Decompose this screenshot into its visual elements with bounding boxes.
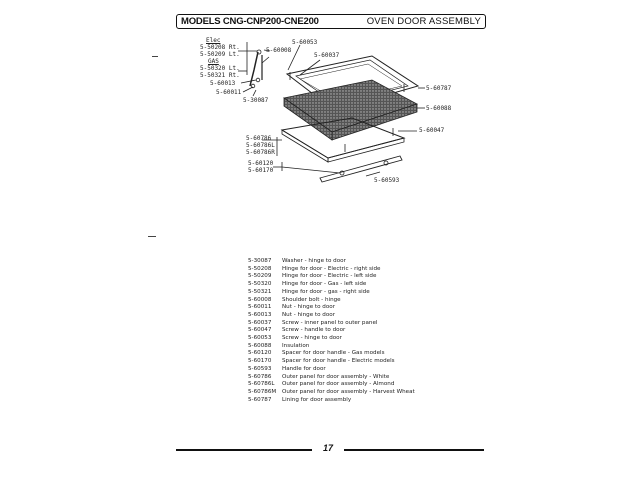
part-number: 5-60047 bbox=[248, 327, 272, 334]
part-description: Nut - hinge to door bbox=[282, 304, 336, 311]
part-description: Screw - inner panel to outer panel bbox=[282, 319, 378, 326]
part-description: Screw - hinge to door bbox=[282, 335, 342, 342]
part-description: Hinge for door - Electric - right side bbox=[282, 265, 381, 272]
part-row bbox=[248, 381, 415, 389]
part-row bbox=[248, 304, 415, 312]
label-5-60120: 5-60120 bbox=[248, 160, 274, 167]
part-number: 5-50321 bbox=[248, 288, 272, 295]
label-5-60037: 5-60037 bbox=[314, 52, 340, 59]
part-row bbox=[248, 358, 415, 366]
part-number: 5-60008 bbox=[248, 296, 272, 303]
part-description: Outer panel for door assembly - White bbox=[282, 373, 390, 380]
part-description: Insulation bbox=[282, 342, 310, 349]
part-row bbox=[248, 281, 415, 289]
part-number: 5-30087 bbox=[248, 258, 272, 264]
part-row bbox=[248, 289, 415, 297]
label-gas: GAS bbox=[208, 58, 219, 65]
models-label: MODELS CNG-CNP200-CNE200 bbox=[181, 16, 319, 27]
part-number: 5-60037 bbox=[248, 319, 272, 326]
label-5-60593: 5-60593 bbox=[374, 177, 400, 184]
label-5-60786l: 5-60786L bbox=[246, 142, 275, 149]
part-description: Spacer for door handle - Gas models bbox=[282, 350, 385, 357]
part-row bbox=[248, 312, 415, 320]
label-5-60170: 5-60170 bbox=[248, 167, 274, 174]
part-number: 5-50320 bbox=[248, 281, 272, 288]
part-number: 5-60013 bbox=[248, 311, 272, 318]
part-row bbox=[248, 297, 415, 305]
part-row bbox=[248, 374, 415, 382]
part-row bbox=[248, 366, 415, 374]
label-5-50320: 5-50320 Lt. bbox=[200, 65, 240, 72]
part-row bbox=[248, 389, 415, 397]
label-5-60013: 5-60013 bbox=[210, 80, 236, 87]
footer-rule-right bbox=[344, 449, 484, 451]
part-description: Hinge for door - Electric - left side bbox=[282, 273, 377, 280]
parts-list bbox=[248, 258, 415, 404]
part-number: 5-60088 bbox=[248, 342, 272, 349]
part-description: Hinge for door - gas - right side bbox=[282, 288, 370, 295]
part-row bbox=[248, 350, 415, 358]
part-number: 5-60786 bbox=[248, 373, 272, 380]
part-number: 5-60786L bbox=[248, 381, 275, 388]
part-description: Lining for door assembly bbox=[282, 396, 352, 403]
part-number: 5-60170 bbox=[248, 358, 272, 365]
part-row bbox=[248, 327, 415, 335]
part-description: Outer panel for door assembly - Almond bbox=[282, 381, 395, 388]
label-5-60786r: 5-60786R bbox=[246, 149, 275, 156]
label-5-50321: 5-50321 Rt. bbox=[200, 72, 240, 79]
part-number: 5-60011 bbox=[248, 304, 272, 311]
part-description: Shoulder bolt - hinge bbox=[282, 296, 341, 303]
part-description: Hinge for door - Gas - left side bbox=[282, 281, 367, 288]
label-5-60053: 5-60053 bbox=[292, 39, 318, 46]
part-description: Washer - hinge to door bbox=[282, 258, 346, 264]
part-row bbox=[248, 397, 415, 405]
part-description: Handle for door bbox=[282, 365, 326, 372]
footer-rule-left bbox=[176, 449, 312, 451]
part-description: Nut - hinge to door bbox=[282, 311, 336, 318]
part-number: 5-50209 bbox=[248, 273, 272, 280]
label-elec: Elec bbox=[206, 37, 221, 44]
label-5-60008: 5-60008 bbox=[266, 47, 292, 54]
part-row bbox=[248, 266, 415, 274]
part-row bbox=[248, 273, 415, 281]
page-number: 17 bbox=[322, 443, 333, 453]
label-5-50208: 5-50208 Rt. bbox=[200, 44, 240, 51]
part-row bbox=[248, 343, 415, 351]
part-description: Outer panel for door assembly - Harvest Wheat bbox=[282, 388, 415, 395]
part-row bbox=[248, 335, 415, 343]
section-title: OVEN DOOR ASSEMBLY bbox=[366, 16, 481, 27]
part-description: Spacer for door handle - Electric models bbox=[282, 358, 395, 365]
label-5-60787: 5-60787 bbox=[426, 85, 452, 92]
label-5-30087: 5-30087 bbox=[243, 97, 269, 104]
part-number: 5-60787 bbox=[248, 396, 272, 403]
part-row bbox=[248, 258, 415, 266]
label-5-60047: 5-60047 bbox=[419, 127, 445, 134]
label-5-60011: 5-60011 bbox=[216, 89, 242, 96]
part-number: 5-60120 bbox=[248, 350, 272, 357]
part-description: Screw - handle to door bbox=[282, 327, 346, 334]
label-5-60088: 5-60088 bbox=[426, 105, 452, 112]
label-5-50209: 5-50209 Lt. bbox=[200, 51, 240, 58]
part-number: 5-60593 bbox=[248, 365, 272, 372]
part-row bbox=[248, 320, 415, 328]
part-number: 5-50208 bbox=[248, 265, 272, 272]
part-number: 5-60786M bbox=[248, 388, 277, 395]
part-number: 5-60053 bbox=[248, 335, 272, 342]
label-5-60786: 5-60786 bbox=[246, 135, 272, 142]
